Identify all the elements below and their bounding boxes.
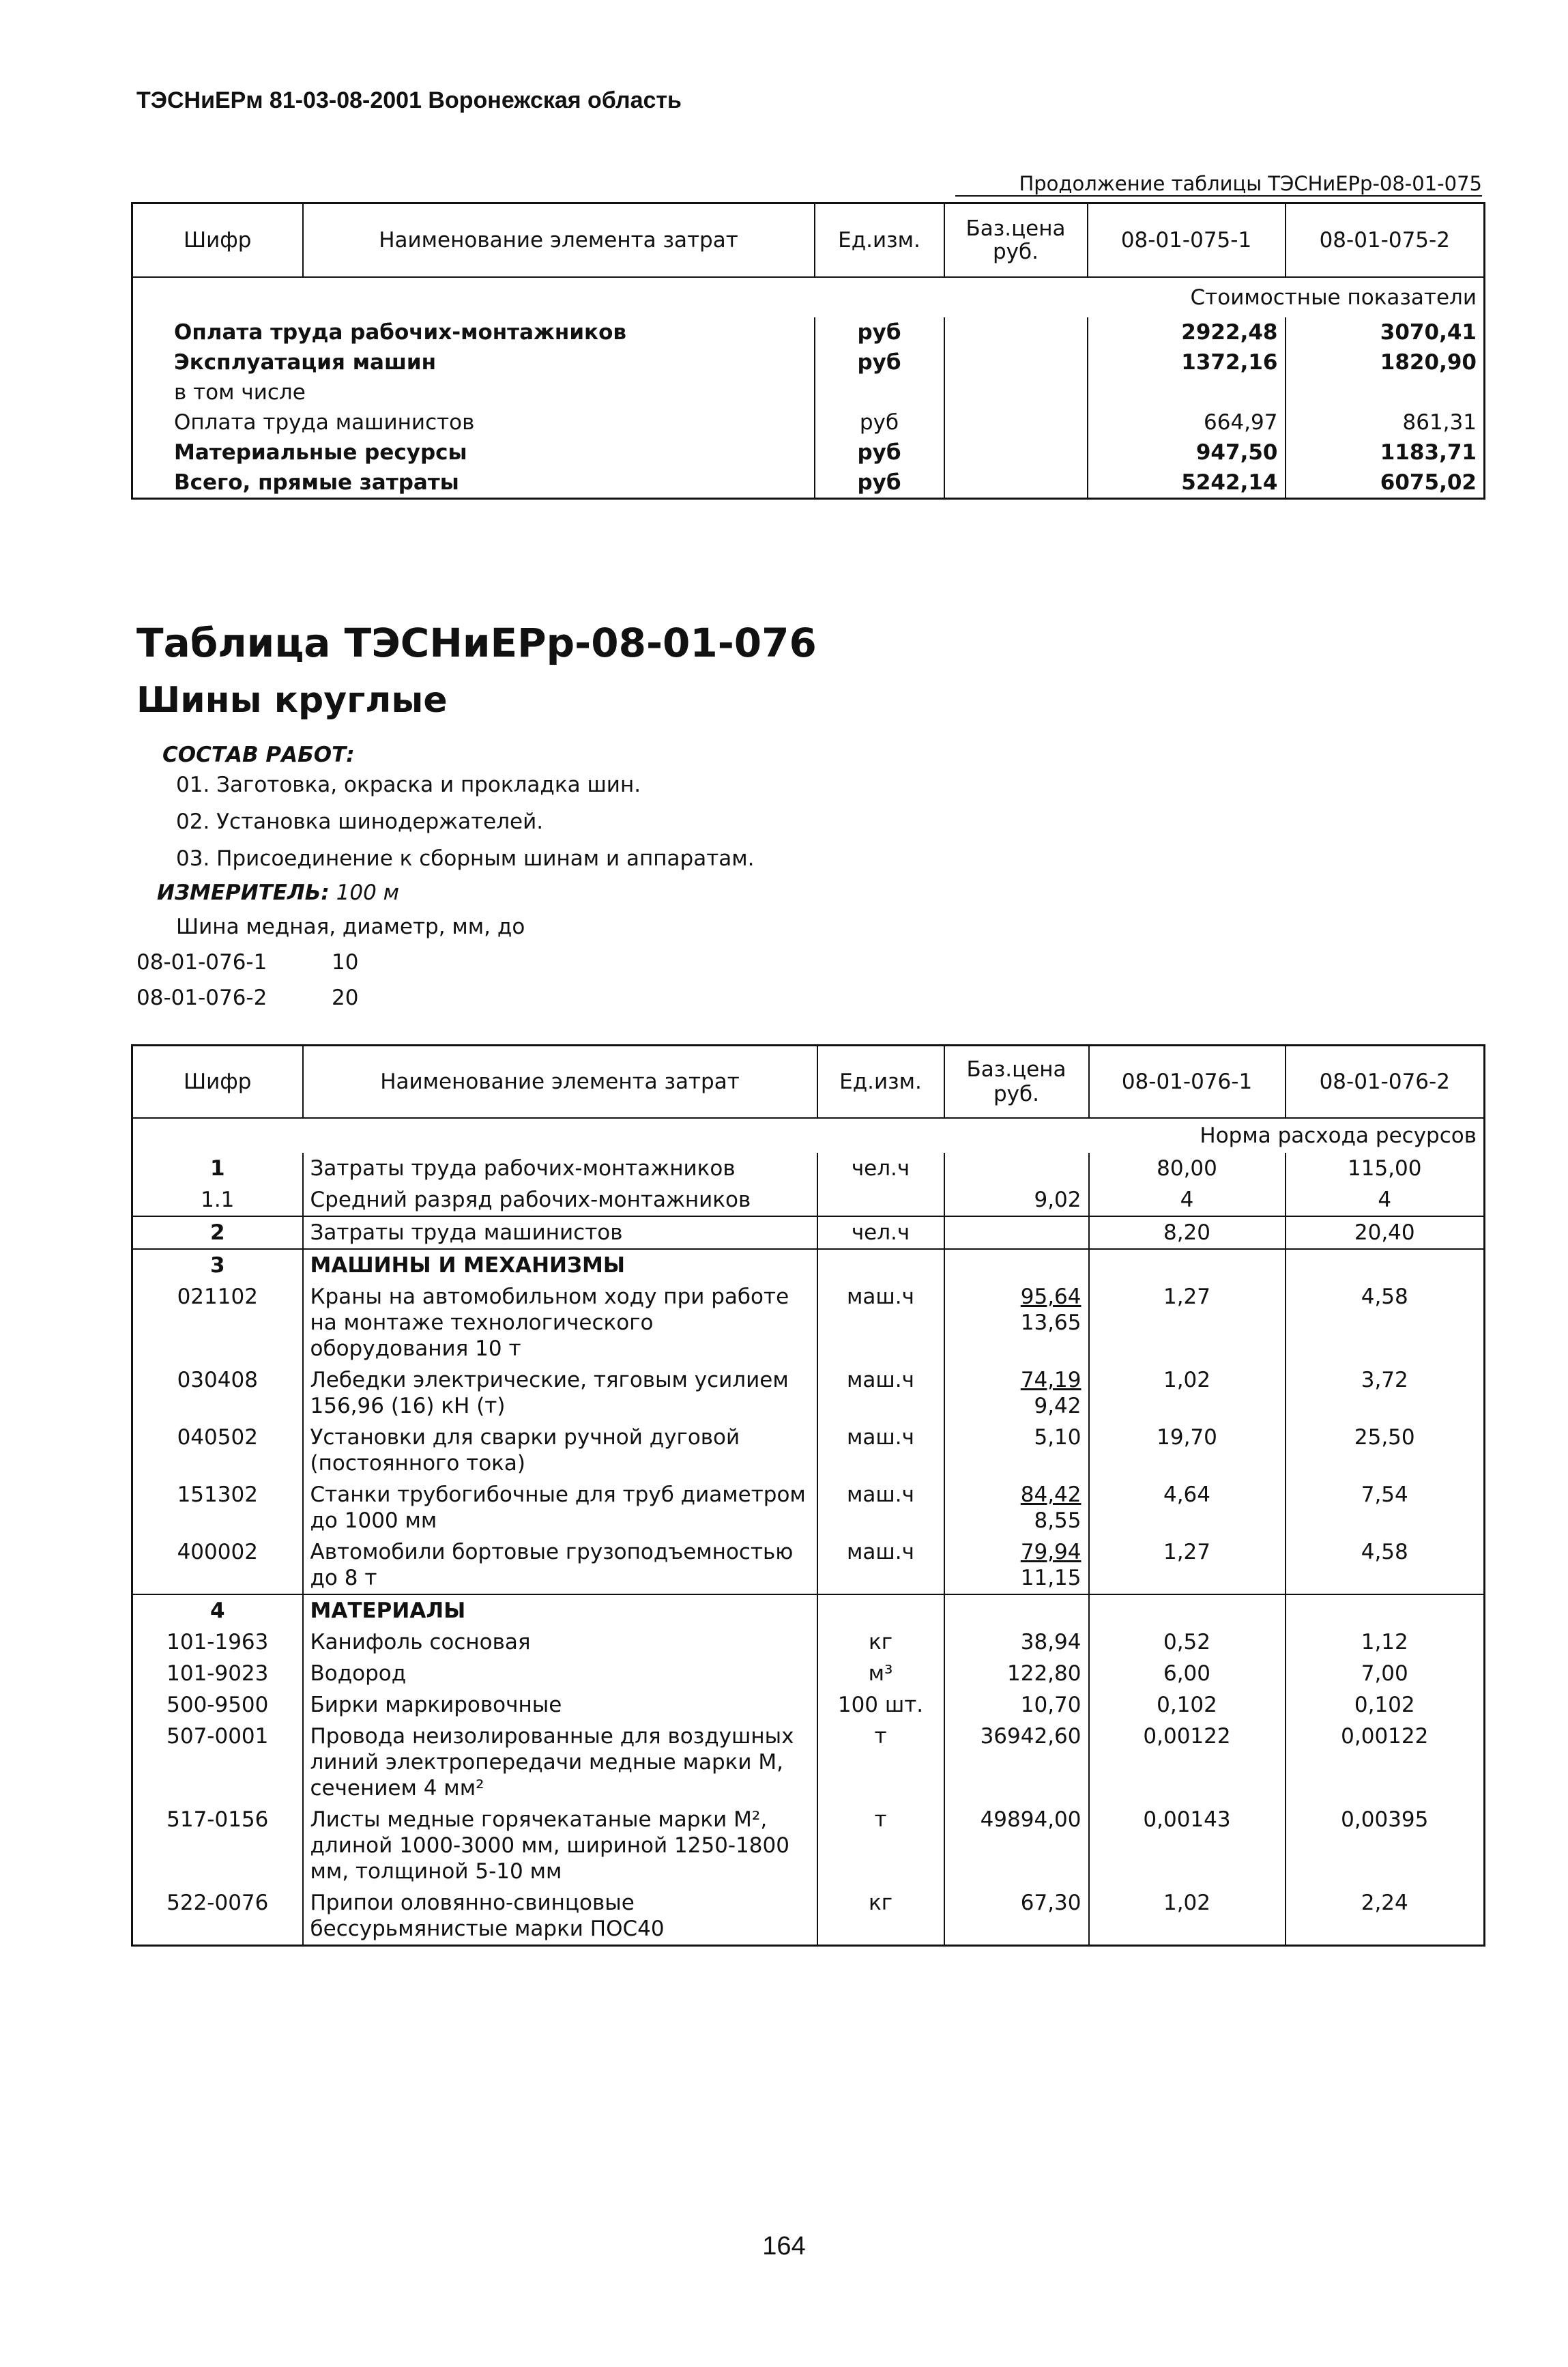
resource-unit [817,1594,944,1626]
table-row [132,1594,1485,1626]
cost-value-1: 664,97 [1088,407,1286,437]
resource-name: Припои оловянно-свинцовые бессурьмянистые марки ПОС40 [303,1887,817,1946]
resource-unit: м³ [817,1658,944,1689]
cost-item-name: Эксплуатация машин [174,350,437,375]
resource-unit: чел.ч [817,1153,944,1184]
table-row [132,1536,1485,1594]
resource-price [944,1658,1089,1689]
resource-code: 522-0076 [166,1891,269,1915]
norm-value-1: 8,20 [1089,1216,1286,1249]
cost-value-1: 5242,14 [1088,468,1286,499]
subheader-label: Норма расхода ресурсов [1089,1118,1485,1153]
table-continuation-label: Продолжение таблицы ТЭСНиЕРр-08-01-075 [955,172,1482,197]
table-subheader-row [132,277,1485,317]
norm-value-1: 0,102 [1089,1689,1286,1721]
norm-value-2: 4,58 [1286,1281,1485,1364]
cost-item-price [944,407,1088,437]
table-row [132,1721,1485,1804]
table-row [132,1281,1485,1364]
norm-value-2: 0,102 [1286,1689,1485,1721]
resource-code: 101-9023 [166,1661,269,1686]
resource-unit: кг [817,1887,944,1946]
resource-unit: кг [817,1626,944,1658]
norm-value-1: 4 [1089,1184,1286,1216]
cost-indicators-table [131,202,1485,500]
cost-value-2: 861,31 [1286,407,1485,437]
resource-price [944,1479,1089,1536]
norm-value-1: 0,00143 [1089,1804,1286,1887]
resource-name: Затраты труда машинистов [303,1216,817,1249]
resource-name: Станки трубогибочные для труб диаметром до 1000 мм [303,1479,817,1536]
resource-unit [817,1249,944,1281]
cost-item-name: Материальные ресурсы [174,440,467,465]
resource-code: 507-0001 [166,1724,269,1749]
cost-item-unit: руб [815,347,944,377]
norm-value-2: 0,00395 [1286,1804,1485,1887]
resource-unit: маш.ч [817,1536,944,1594]
price-value: 95,64 [1020,1285,1081,1309]
table-row [132,1216,1485,1249]
table-row [132,1153,1485,1184]
cost-value-2 [1286,377,1485,407]
resource-price [944,1536,1089,1594]
resource-unit: маш.ч [817,1422,944,1479]
price-value: 5,10 [1034,1425,1081,1450]
price-wage-value: 8,55 [1034,1508,1081,1533]
resource-price [944,1184,1089,1216]
norm-value-1: 6,00 [1089,1658,1286,1689]
resource-price [944,1689,1089,1721]
resource-unit: 100 шт. [817,1689,944,1721]
resource-name: МАТЕРИАЛЫ [303,1594,817,1626]
resource-price [944,1887,1089,1946]
resource-unit: маш.ч [817,1364,944,1422]
table-row [132,377,1485,407]
norm-value-1: 19,70 [1089,1422,1286,1479]
table-row [132,1658,1485,1689]
norm-value-2 [1286,1594,1485,1626]
resource-code: 4 [132,1594,303,1626]
resource-name: МАШИНЫ И МЕХАНИЗМЫ [303,1249,817,1281]
param-code: 08-01-076-1 [136,950,267,975]
table-row [132,1626,1485,1658]
price-value: 36942,60 [980,1724,1081,1749]
price-value: 49894,00 [980,1807,1081,1832]
norm-value-2: 4,58 [1286,1536,1485,1594]
table-row [132,468,1485,499]
norm-value-2: 1,12 [1286,1626,1485,1658]
work-item: 01. Заготовка, окраска и прокладка шин. [176,773,641,797]
price-wage-value: 11,15 [1020,1566,1081,1590]
cost-value-2: 1820,90 [1286,347,1485,377]
norm-value-1: 0,00122 [1089,1721,1286,1804]
cost-item-unit: руб [815,407,944,437]
price-value: 79,94 [1020,1540,1081,1564]
norm-value-1 [1089,1594,1286,1626]
price-wage-value: 9,42 [1034,1394,1081,1418]
cost-item-price [944,437,1088,468]
resource-norms-table [131,1044,1485,1947]
work-item: 03. Присоединение к сборным шинам и аппаратам. [176,846,755,871]
table-row [132,1422,1485,1479]
col-header: Шифр [132,203,303,278]
col-header: Баз.цена руб. [944,1046,1089,1119]
resource-price [944,1626,1089,1658]
resource-price [944,1422,1089,1479]
cost-item-price [944,377,1088,407]
table-row [132,1479,1485,1536]
resource-price [944,1216,1089,1249]
cost-item-unit: руб [815,317,944,347]
resource-code: 1 [209,1156,225,1181]
resource-name: Провода неизолированные для воздушных линий электропередачи медные марки М, сечением 4 мм² [303,1721,817,1804]
resource-price [944,1153,1089,1184]
resource-name: Бирки маркировочные [303,1689,817,1721]
table-row [132,1887,1485,1946]
table-subtitle: Шины круглые [136,680,448,721]
cost-value-1: 1372,16 [1088,347,1286,377]
resource-unit [817,1184,944,1216]
table-row [132,317,1485,347]
cost-item-unit: руб [815,468,944,499]
table-row [132,1364,1485,1422]
col-header: 08-01-075-1 [1088,203,1286,278]
cost-item-unit: руб [815,437,944,468]
measure-line [157,880,399,905]
table-row [132,1804,1485,1887]
param-code: 08-01-076-2 [136,986,267,1010]
resource-price [944,1281,1089,1364]
resource-name: Средний разряд рабочих-монтажников [303,1184,817,1216]
norm-value-1: 1,02 [1089,1887,1286,1946]
param-value: 20 [332,986,359,1010]
resource-unit: т [817,1804,944,1887]
running-title: ТЭСНиЕРм 81-03-08-2001 Воронежская область [136,87,682,113]
table-row [132,347,1485,377]
norm-value-1: 4,64 [1089,1479,1286,1536]
cost-value-1: 2922,48 [1088,317,1286,347]
measure-value: 100 м [336,880,400,905]
price-wage-value: 13,65 [1020,1310,1081,1335]
norm-value-1: 1,27 [1089,1281,1286,1364]
col-header: 08-01-076-2 [1286,1046,1485,1119]
col-header: Ед.изм. [817,1046,944,1119]
resource-name: Автомобили бортовые грузоподъемностью до 8 т [303,1536,817,1594]
cost-value-1 [1088,377,1286,407]
col-header: Шифр [132,1046,303,1119]
norm-value-2: 20,40 [1286,1216,1485,1249]
resource-price [944,1364,1089,1422]
price-value: 38,94 [1020,1630,1081,1654]
norm-value-2: 25,50 [1286,1422,1485,1479]
resource-code: 030408 [177,1368,258,1392]
resource-code: 151302 [177,1482,258,1507]
table-row [132,1184,1485,1216]
table-subheader-row [132,1118,1485,1153]
resource-name: Канифоль сосновая [303,1626,817,1658]
resource-code: 2 [132,1216,303,1249]
resource-price [944,1721,1089,1804]
col-header: 08-01-075-2 [1286,203,1485,278]
col-header: Наименование элемента затрат [303,203,815,278]
norm-value-1: 0,52 [1089,1626,1286,1658]
resource-code: 517-0156 [166,1807,269,1832]
cost-value-2: 3070,41 [1286,317,1485,347]
cost-item-price [944,468,1088,499]
norm-value-1: 80,00 [1089,1153,1286,1184]
table-row [132,1689,1485,1721]
measure-label: ИЗМЕРИТЕЛЬ: [157,880,330,905]
table-row [132,407,1485,437]
norm-value-2: 7,54 [1286,1479,1485,1536]
resource-code: 101-1963 [166,1630,269,1654]
table-row [132,437,1485,468]
param-caption: Шина медная, диаметр, мм, до [176,915,525,939]
norm-value-2: 115,00 [1286,1153,1485,1184]
subheader-label: Стоимостные показатели [1088,277,1485,317]
resource-code: 400002 [177,1540,258,1564]
cost-value-2: 6075,02 [1286,468,1485,499]
table-row [132,1249,1485,1281]
resource-name: Лебедки электрические, тяговым усилием 156,96 (16) кН (т) [303,1364,817,1422]
resource-name: Водород [303,1658,817,1689]
norm-value-1: 1,27 [1089,1536,1286,1594]
norm-value-2: 4 [1286,1184,1485,1216]
cost-item-unit [815,377,944,407]
works-heading: СОСТАВ РАБОТ: [162,743,355,767]
price-value: 9,02 [1034,1188,1081,1212]
resource-name: Листы медные горячекатаные марки М², длиной 1000-3000 мм, шириной 1250-1800 мм, толщиной 5-10 мм [303,1804,817,1887]
resource-code: 1.1 [201,1188,235,1212]
table-header-row [132,1046,1485,1119]
resource-price [944,1804,1089,1887]
table-title: Таблица ТЭСНиЕРр-08-01-076 [136,620,817,666]
resource-code: 040502 [177,1425,258,1450]
col-header: Ед.изм. [815,203,944,278]
cost-item-name: Оплата труда машинистов [174,410,475,435]
cost-item-name: Оплата труда рабочих-монтажников [174,320,626,345]
norm-value-1 [1089,1249,1286,1281]
cost-item-price [944,317,1088,347]
cost-value-2: 1183,71 [1286,437,1485,468]
norm-value-2 [1286,1249,1485,1281]
resource-code: 500-9500 [166,1693,269,1717]
resource-price [944,1249,1089,1281]
norm-value-2: 2,24 [1286,1887,1485,1946]
col-header: Баз.цена руб. [944,203,1088,278]
page-number: 164 [762,2232,806,2261]
resource-unit: маш.ч [817,1479,944,1536]
param-value: 10 [332,950,359,975]
resource-name: Краны на автомобильном ходу при работе на монтаже технологического оборудования 10 т [303,1281,817,1364]
cost-item-price [944,347,1088,377]
table-header-row [132,203,1485,278]
price-value: 67,30 [1020,1891,1081,1915]
col-header: Наименование элемента затрат [303,1046,817,1119]
norm-value-2: 3,72 [1286,1364,1485,1422]
cost-item-name: в том числе [174,380,306,405]
resource-unit: чел.ч [817,1216,944,1249]
resource-unit: маш.ч [817,1281,944,1364]
price-value: 74,19 [1020,1368,1081,1392]
price-value: 10,70 [1020,1693,1081,1717]
resource-name: Затраты труда рабочих-монтажников [303,1153,817,1184]
cost-item-name: Всего, прямые затраты [174,470,459,495]
norm-value-1: 1,02 [1089,1364,1286,1422]
resource-code: 3 [132,1249,303,1281]
resource-unit: т [817,1721,944,1804]
resource-name: Установки для сварки ручной дуговой (постоянного тока) [303,1422,817,1479]
norm-value-2: 0,00122 [1286,1721,1485,1804]
resource-code: 021102 [177,1285,258,1309]
cost-value-1: 947,50 [1088,437,1286,468]
norm-value-2: 7,00 [1286,1658,1485,1689]
resource-price [944,1594,1089,1626]
price-value: 122,80 [1007,1661,1081,1686]
price-value: 84,42 [1020,1482,1081,1507]
work-item: 02. Установка шинодержателей. [176,809,544,834]
col-header: 08-01-076-1 [1089,1046,1286,1119]
